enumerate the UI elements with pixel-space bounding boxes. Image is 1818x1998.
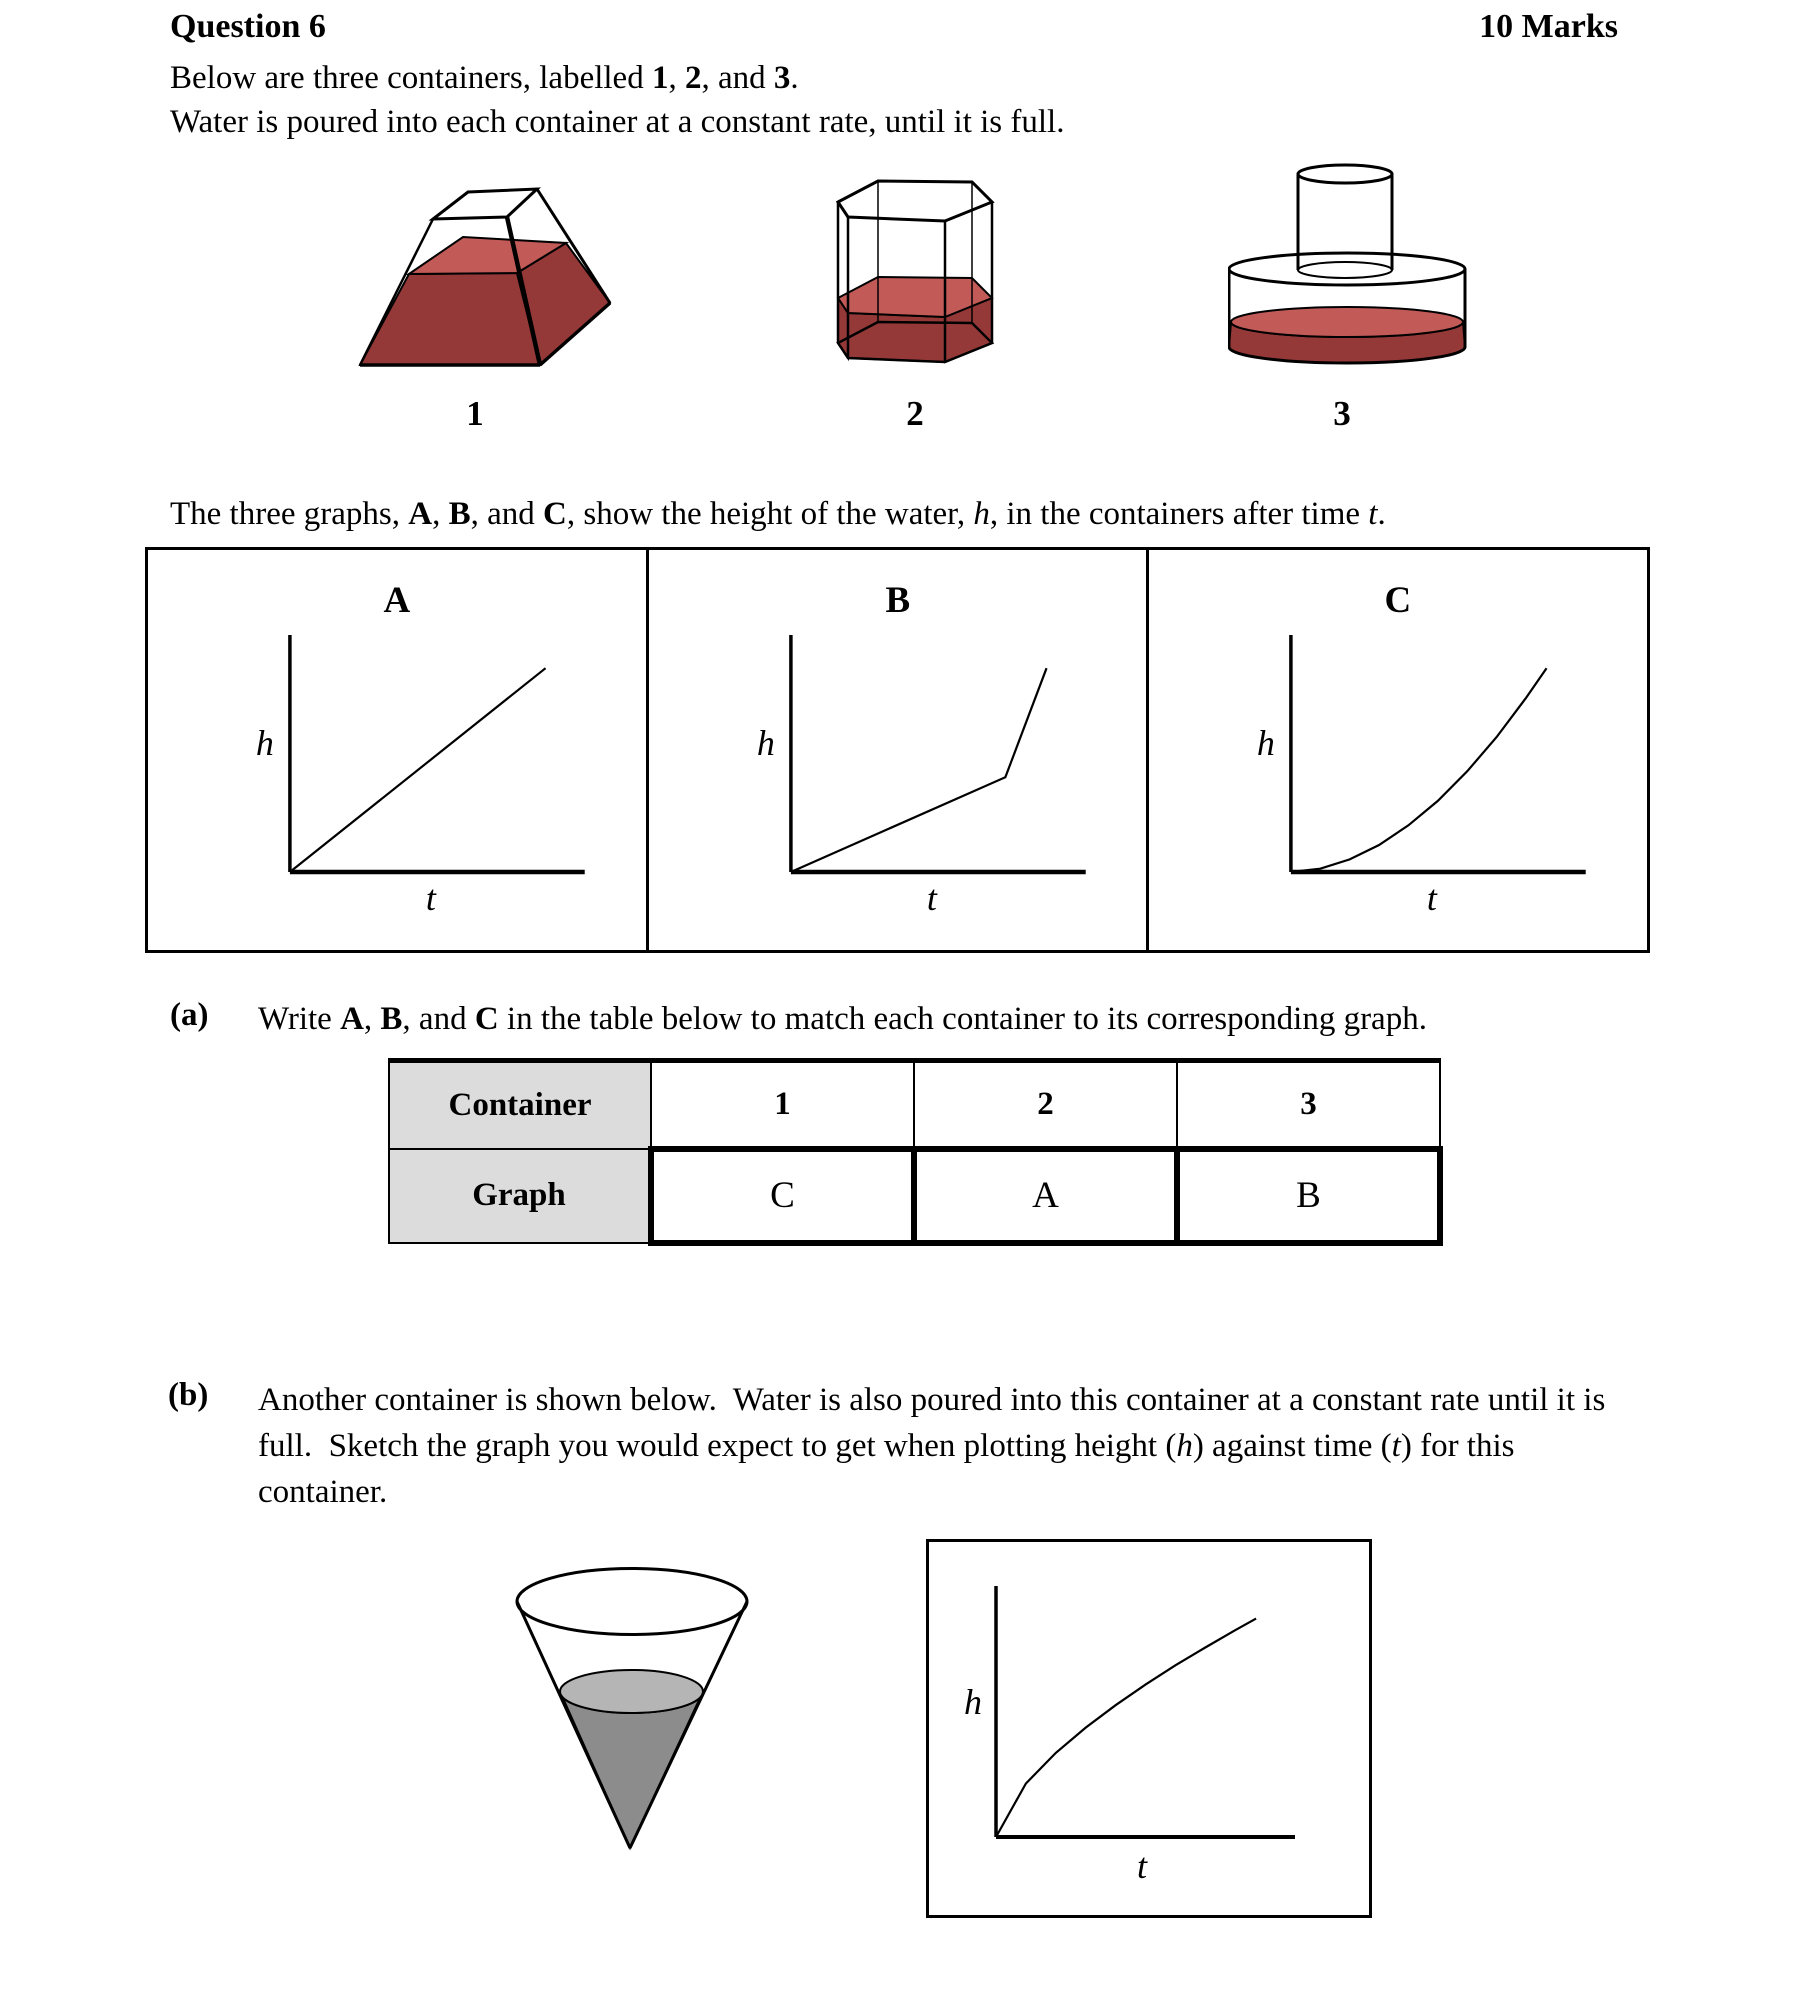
page-header — [170, 8, 1618, 46]
question-title: Question 6 — [170, 8, 326, 45]
container-1-frustum-figure — [355, 180, 615, 370]
graph-c-title: C — [1384, 578, 1412, 621]
table-header-graph: Graph — [389, 1149, 651, 1243]
table-row-graph — [389, 1149, 1440, 1243]
part-a-label: (a) — [170, 997, 209, 1033]
graph-c-curve — [1291, 668, 1547, 872]
graph-b-title: B — [885, 578, 910, 621]
table-answer-1: C — [651, 1149, 914, 1243]
graph-b-curve — [791, 668, 1047, 872]
graph-a-curve — [290, 668, 546, 872]
intro-line-1: Below are three containers, labelled 1, 2, and 3. — [170, 60, 799, 96]
table-row-container — [389, 1061, 1440, 1149]
graph-a-figure — [148, 550, 646, 950]
container-3-narrow-rim — [1298, 165, 1392, 183]
graph-b-x-axis-label: t — [926, 877, 937, 919]
answer-graph-y-axis-label: h — [964, 1682, 982, 1722]
table-cell-container-2: 2 — [914, 1061, 1177, 1149]
table-cell-container-1: 1 — [651, 1061, 914, 1149]
graph-panel-a — [148, 550, 646, 950]
answer-graph-box — [926, 1539, 1372, 1918]
container-3-narrow-base — [1298, 262, 1392, 278]
container-3-label: 3 — [1333, 394, 1351, 433]
container-3-wide-rim — [1229, 253, 1465, 285]
graph-panel-b — [646, 550, 1147, 950]
container-2-label: 2 — [906, 394, 924, 433]
part-b-text: Another container is shown below. Water is also poured into this container at a constant rate until it is full. Sketch the graph you would expect to get when plotting height (h) against time (t) for this container. — [258, 1382, 1614, 1510]
graph-a-x-axis-label: t — [425, 877, 436, 919]
container-3-water-surface — [1231, 307, 1463, 337]
graph-panel-c — [1146, 550, 1647, 950]
graph-b-y-axis-label: h — [756, 722, 775, 764]
container-1-water-front — [360, 273, 540, 365]
graph-c-y-axis-label: h — [1257, 722, 1276, 764]
container-3-cylinders-figure — [1228, 160, 1468, 370]
answer-graph-curve — [996, 1619, 1256, 1837]
table-header-container: Container — [389, 1061, 651, 1149]
table-cell-container-3: 3 — [1177, 1061, 1440, 1149]
cone-water-surface — [560, 1670, 703, 1713]
answer-graph-figure — [929, 1542, 1369, 1915]
intro-line-2: Water is poured into each container at a constant rate, until it is full. — [170, 104, 1065, 140]
table-answer-3: B — [1177, 1149, 1440, 1243]
part-a-text: Write A, B, and C in the table below to match each container to its corresponding graph. — [258, 1001, 1427, 1037]
cone-top-rim — [517, 1569, 747, 1635]
container-1-label: 1 — [466, 394, 484, 433]
table-answer-2: A — [914, 1149, 1177, 1243]
answer-graph-x-axis-label: t — [1136, 1846, 1148, 1886]
graph-c-x-axis-label: t — [1427, 877, 1438, 919]
container-2-top-rim — [838, 181, 992, 221]
graph-a-title: A — [383, 578, 411, 621]
container-2-hexagonal-prism-figure — [833, 175, 998, 370]
part-b-label: (b) — [168, 1377, 209, 1413]
container-2-water-front — [848, 313, 945, 362]
graphs-box — [145, 547, 1650, 953]
inverted-cone-figure — [512, 1563, 752, 1853]
marks-label: 10 Marks — [1479, 8, 1618, 45]
graph-a-y-axis-label: h — [255, 722, 274, 764]
matching-table — [388, 1058, 1443, 1246]
graphs-caption: The three graphs, A, B, and C, show the height of the water, h, in the containers after time t. — [170, 496, 1386, 532]
container-1-top-rim — [433, 189, 537, 219]
cone-water-body — [560, 1692, 703, 1849]
intro-text — [170, 56, 1650, 144]
graph-c-figure — [1149, 550, 1647, 950]
graph-b-figure — [649, 550, 1147, 950]
